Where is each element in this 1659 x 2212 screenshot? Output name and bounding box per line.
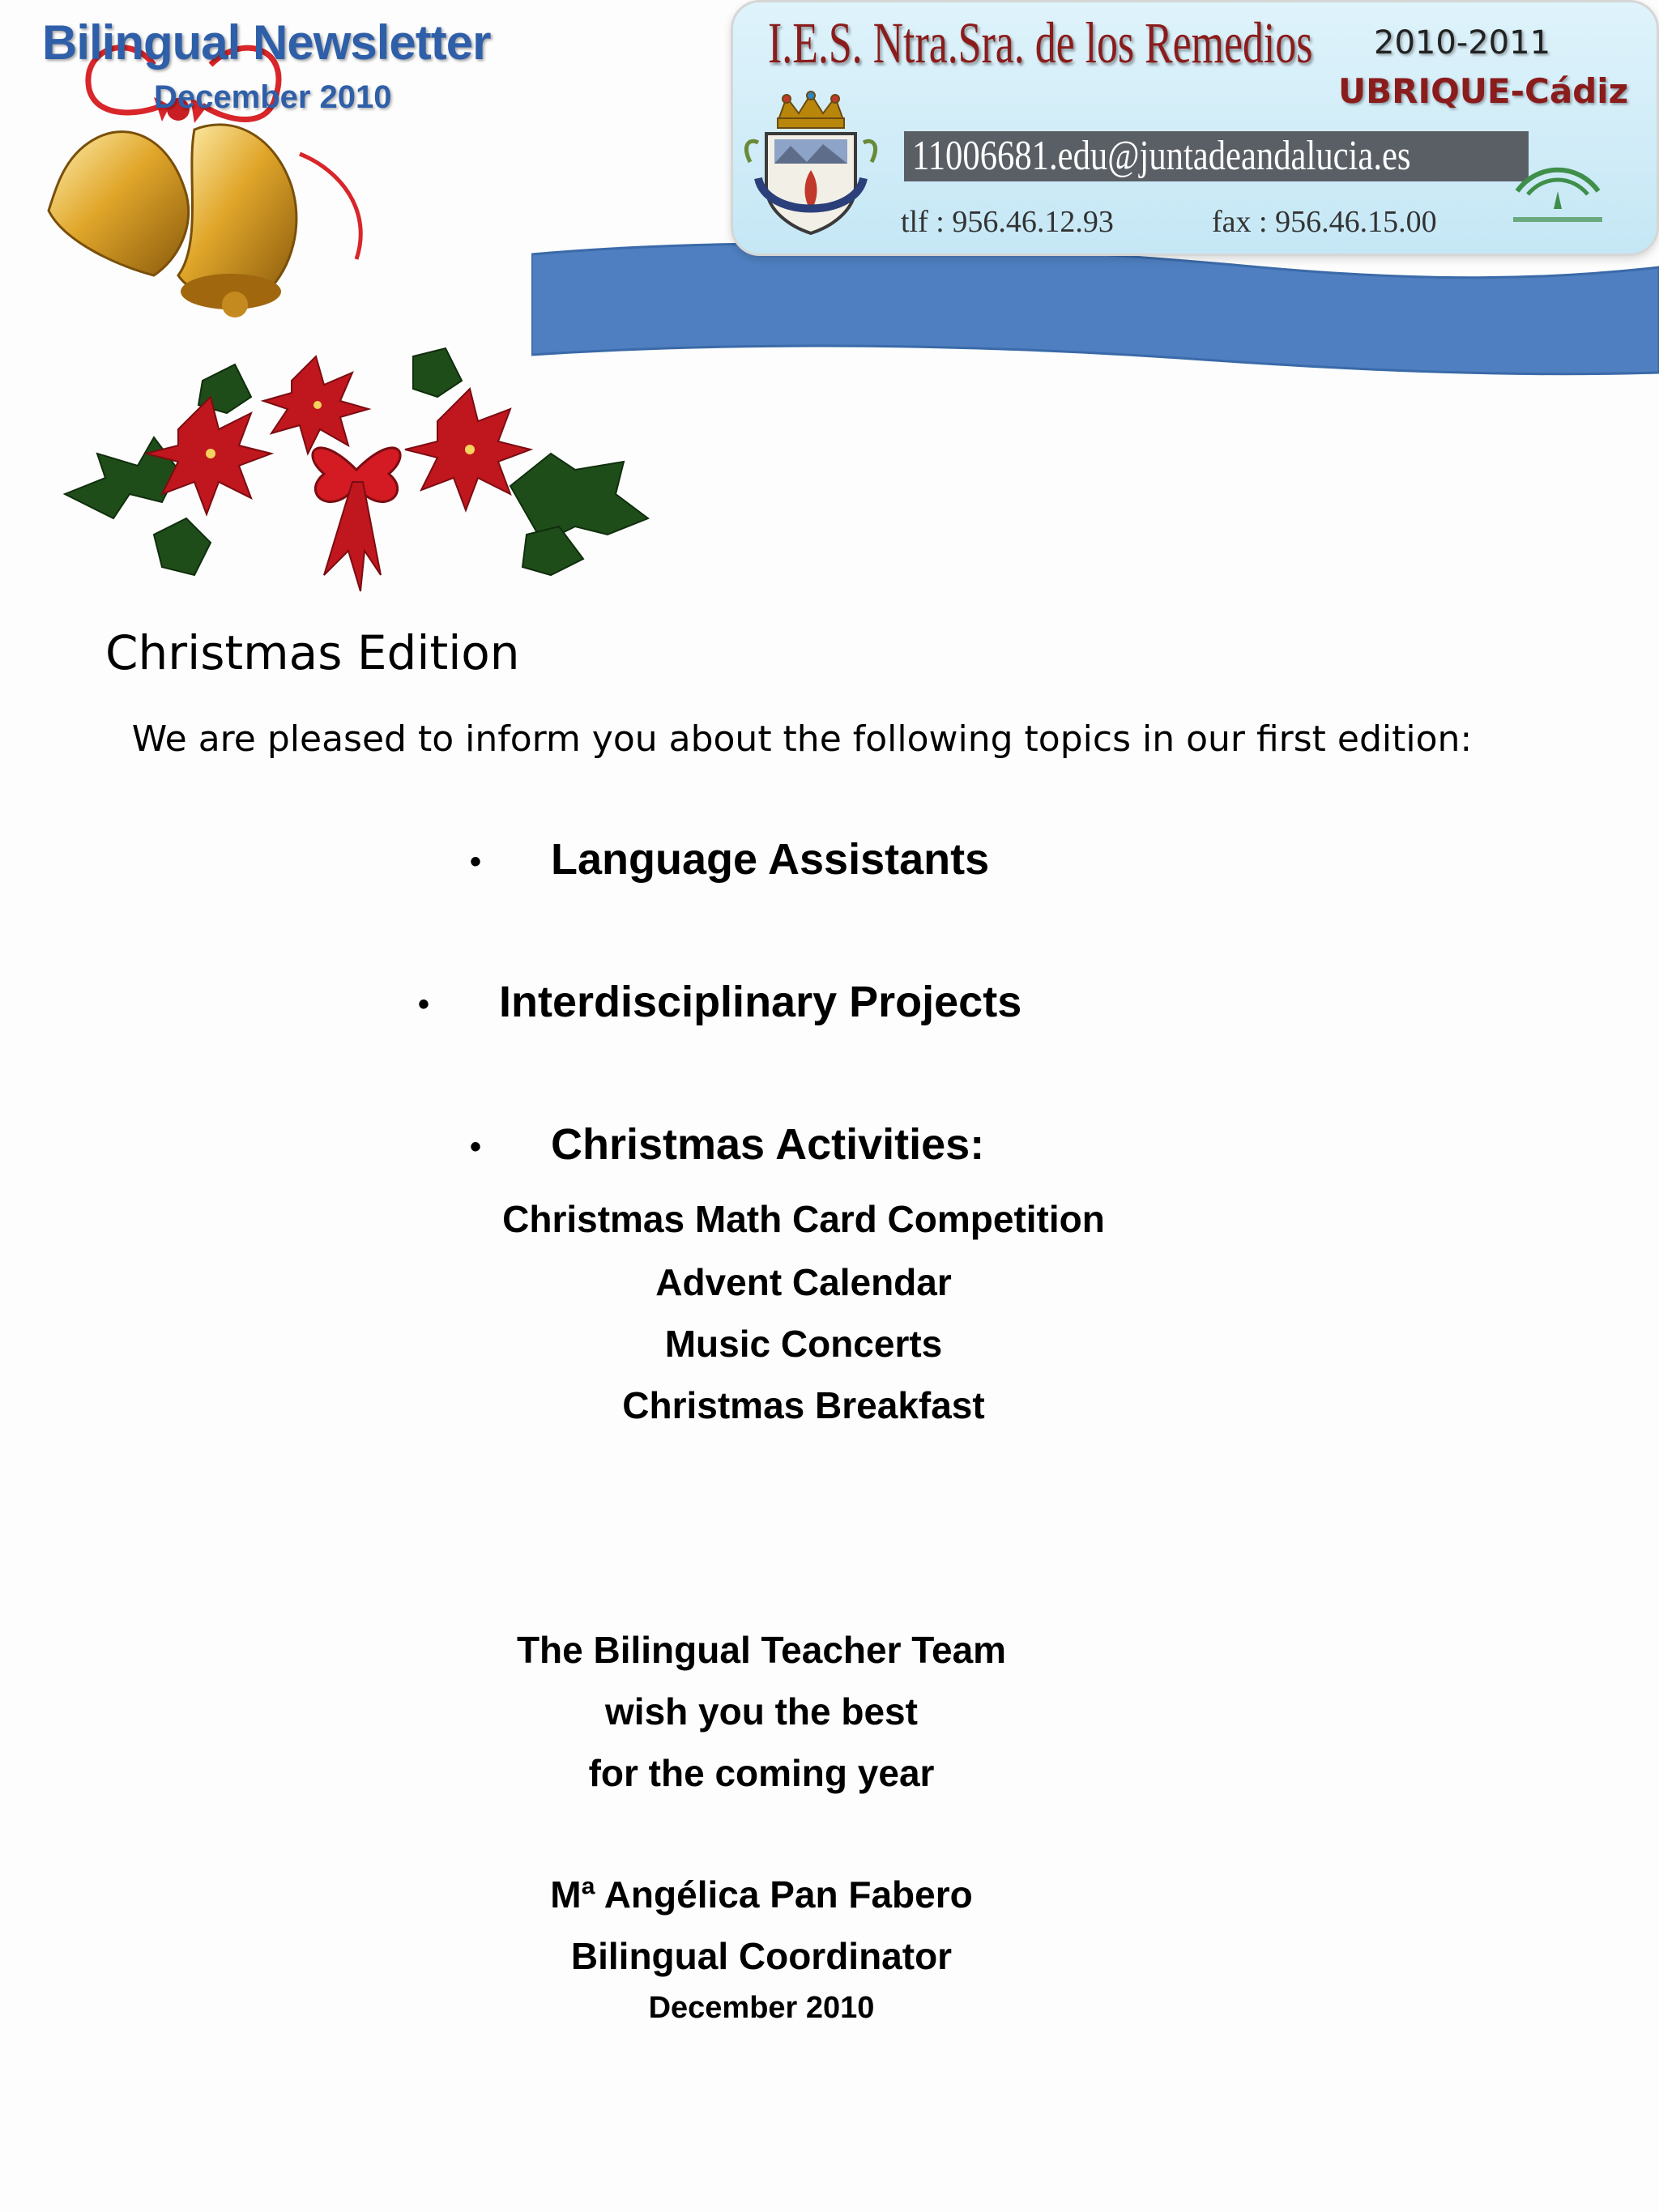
school-town: UBRIQUE-Cádiz <box>1338 71 1629 111</box>
school-name: I.E.S. Ntra.Sra. de los Remedios <box>768 11 1313 75</box>
bullet-icon: • <box>470 844 482 880</box>
signature-role: Bilingual Coordinator <box>570 1935 953 1977</box>
school-email[interactable] <box>904 131 1529 181</box>
topic-label: Language Assistants <box>551 835 990 884</box>
closing-line: The Bilingual Teacher Team <box>516 1629 1007 1671</box>
topic-item <box>470 834 989 884</box>
activity-item: Music Concerts <box>664 1323 943 1365</box>
school-fax: fax : 956.46.15.00 <box>1212 205 1437 239</box>
topic-item <box>418 977 1021 1027</box>
signature-date: December 2010 <box>648 1991 875 2025</box>
school-year: 2010-2011 <box>1374 24 1551 62</box>
topic-label: Interdisciplinary Projects <box>499 978 1022 1026</box>
edition-heading: Christmas Edition <box>105 625 520 680</box>
bells-icon <box>32 32 389 340</box>
intro-paragraph: We are pleased to inform you about the following topics in our first edition: <box>131 718 1473 760</box>
activity-item: Advent Calendar <box>655 1261 952 1303</box>
activity-item: Christmas Math Card Competition <box>502 1198 1105 1240</box>
signature-name: Mª Angélica Pan Fabero <box>550 1873 973 1916</box>
junta-andalucia-logo-icon <box>1505 159 1610 237</box>
closing-line: wish you the best <box>605 1690 918 1733</box>
topic-item <box>470 1119 984 1170</box>
topic-label: Christmas Activities: <box>551 1120 985 1169</box>
school-phone: tlf : 956.46.12.93 <box>901 205 1114 239</box>
bullet-icon: • <box>470 1129 482 1166</box>
school-email-text: 11006681.edu@juntadeandalucia.es <box>912 133 1411 179</box>
activity-item: Christmas Breakfast <box>622 1384 985 1426</box>
holly-garland-icon <box>57 332 656 607</box>
closing-line: for the coming year <box>588 1752 935 1794</box>
school-crest-icon <box>742 89 880 239</box>
newsletter-title: Bilingual Newsletter <box>42 15 491 70</box>
newsletter-date: December 2010 <box>154 79 392 115</box>
bullet-icon: • <box>418 987 430 1023</box>
header-wave-band <box>531 235 1659 381</box>
